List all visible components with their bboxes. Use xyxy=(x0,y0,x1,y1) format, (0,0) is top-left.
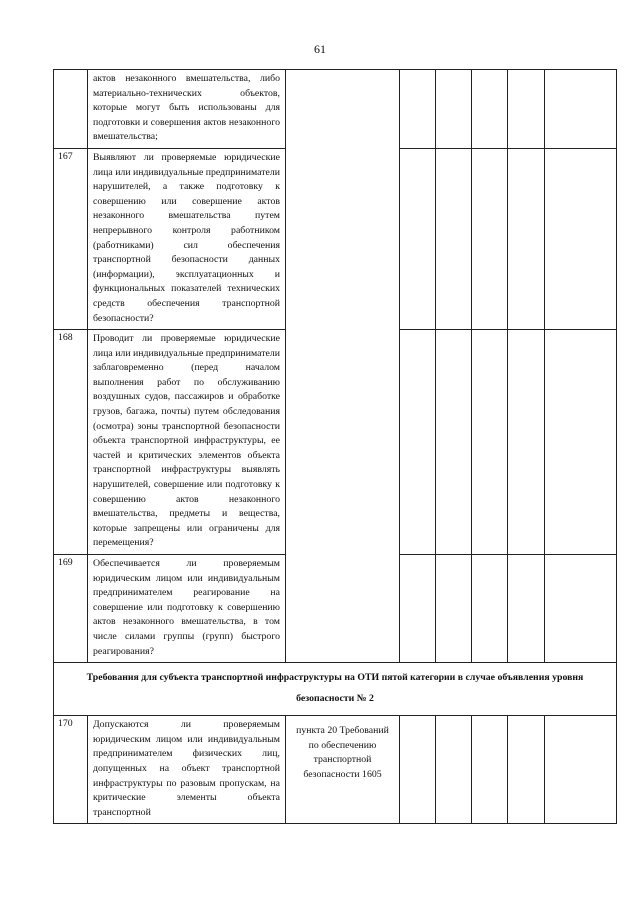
table-row xyxy=(54,716,617,824)
page-number: 61 xyxy=(314,42,326,56)
answer-cell xyxy=(400,148,436,329)
answer-cell xyxy=(472,70,508,149)
row-number xyxy=(54,70,88,149)
note-cell xyxy=(545,70,617,149)
note-cell xyxy=(545,555,617,663)
table-row xyxy=(54,70,617,149)
answer-cell xyxy=(472,330,508,555)
answer-cell xyxy=(400,70,436,149)
answer-cell xyxy=(472,555,508,663)
answer-cell xyxy=(472,716,508,824)
section-heading: Требования для субъекта транспортной инфраструктуры на ОТИ пятой категории в случае объявления уровня безопасности № 2 xyxy=(54,663,617,716)
note-cell xyxy=(545,716,617,824)
row-number: 167 xyxy=(54,148,88,329)
basis-cell xyxy=(286,70,400,663)
answer-cell xyxy=(400,555,436,663)
note-cell xyxy=(545,148,617,329)
answer-cell xyxy=(400,716,436,824)
requirement-text: Проводит ли проверяемые юридические лица или индивидуальные предприниматели заблаговременно (перед началом выполнения работ по обслуживанию воздушных судов, пассажиров и обработке грузов, багажа, почты) путем обследования (осмотра) зоны транспортной безопасности объекта транспортной инфраструктуры, ее частей и критических элементов объекта транспортной инфраструктуры выявлять нарушителей, совершение или подготовку к совершению актов незаконного вмешательства, предметы и вещества, которые запрещены или ограничены для перемещения? xyxy=(88,330,286,555)
basis-cell: пункта 20 Требований по обеспечению транспортной безопасности 1605 xyxy=(286,716,400,824)
row-number: 169 xyxy=(54,555,88,663)
answer-cell xyxy=(508,330,545,555)
answer-cell xyxy=(400,330,436,555)
requirement-text: Допускаются ли проверяемым юридическим лицом или индивидуальным предпринимателем физических лиц, допущенных на объект транспортной инфраструктуры по разовым пропускам, на критические элементы объекта транспортной xyxy=(88,716,286,824)
answer-cell xyxy=(436,70,472,149)
requirement-text: актов незаконного вмешательства, либо материально-технических объектов, которые могут быть использованы для подготовки и совершения актов незаконного вмешательства; xyxy=(88,70,286,149)
answer-cell xyxy=(436,555,472,663)
answer-cell xyxy=(436,716,472,824)
answer-cell xyxy=(508,716,545,824)
answer-cell xyxy=(508,555,545,663)
answer-cell xyxy=(508,148,545,329)
requirements-table xyxy=(53,69,617,824)
answer-cell xyxy=(436,148,472,329)
answer-cell xyxy=(508,70,545,149)
row-number: 168 xyxy=(54,330,88,555)
note-cell xyxy=(545,330,617,555)
answer-cell xyxy=(436,330,472,555)
requirement-text: Выявляют ли проверяемые юридические лица или индивидуальные предприниматели нарушителей, а также подготовку к совершению или совершение актов незаконного вмешательства путем непрерывного контроля работником (работниками) сил обеспечения транспортной безопасности данных (информации), эксплуатационных и функциональных показателей технических средств обеспечения транспортной безопасности? xyxy=(88,148,286,329)
section-heading-row xyxy=(54,663,617,716)
row-number: 170 xyxy=(54,716,88,824)
requirement-text: Обеспечивается ли проверяемым юридическим лицом или индивидуальным предпринимателем реагирование на совершение или подготовку к совершению актов незаконного вмешательства, в том числе силами группы (групп) быстрого реагирования? xyxy=(88,555,286,663)
answer-cell xyxy=(472,148,508,329)
